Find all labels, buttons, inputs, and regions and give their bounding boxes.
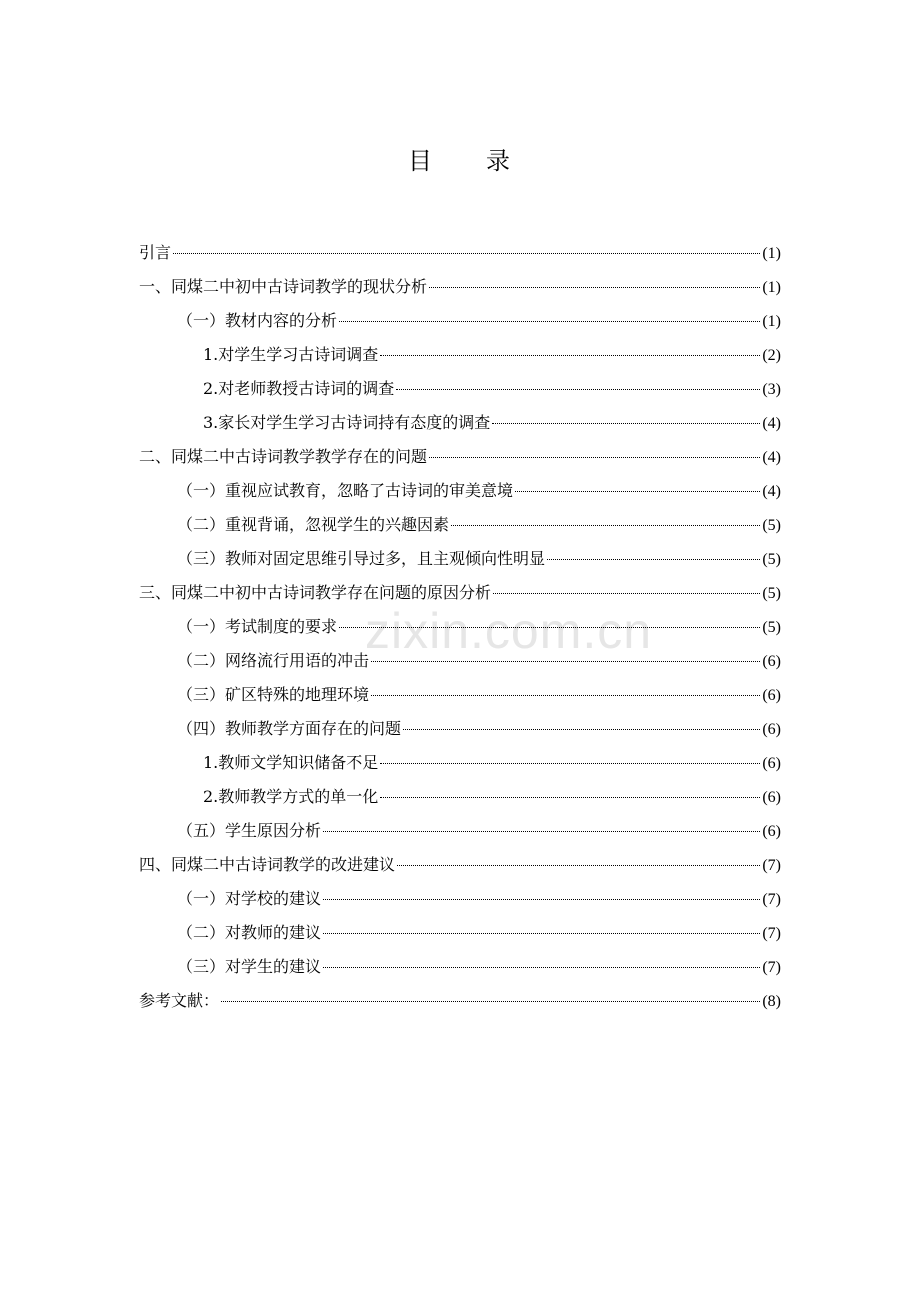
toc-entry[interactable] [139, 852, 781, 886]
toc-entry[interactable] [139, 920, 781, 954]
toc-entry-title: 四、同煤二中古诗词教学的改进建议 [139, 855, 396, 874]
toc-entry-title: （三）矿区特殊的地理环境 [177, 685, 370, 704]
toc-entry-title: （二）重视背诵，忽视学生的兴趣因素 [177, 515, 450, 534]
toc-dot-leader [492, 423, 760, 424]
toc-page-number: (1) [762, 313, 781, 330]
toc-entry-title: （二）网络流行用语的冲击 [177, 651, 370, 670]
toc-entry[interactable] [139, 546, 781, 580]
toc-dot-leader [323, 933, 760, 934]
toc-page-number: (6) [762, 653, 781, 670]
toc-entry-title: （三）对学生的建议 [177, 957, 322, 976]
toc-entry-title: （一）重视应试教育，忽略了古诗词的审美意境 [177, 481, 514, 500]
page-title-part-2: 录 [486, 147, 512, 175]
toc-dot-leader [339, 627, 760, 628]
toc-page-number: (5) [762, 517, 781, 534]
toc-dot-leader [396, 389, 760, 390]
toc-entry-title: 引言 [139, 243, 172, 262]
toc-page-number: (6) [762, 823, 781, 840]
toc-page-number: (7) [762, 959, 781, 976]
toc-page-number: (6) [762, 687, 781, 704]
watermark: zixin.com.cn [365, 603, 653, 659]
toc-entry[interactable] [139, 784, 781, 818]
toc-page-number: (6) [762, 755, 781, 772]
toc-dot-leader [221, 1001, 760, 1002]
toc-dot-leader [380, 355, 760, 356]
toc-entry[interactable] [139, 886, 781, 920]
toc-entry-title: 1.教师文学知识储备不足 [203, 753, 379, 772]
toc-entry-title: （一）考试制度的要求 [177, 617, 338, 636]
toc-page-number: (6) [762, 789, 781, 806]
toc-entry-title: （五）学生原因分析 [177, 821, 322, 840]
toc-entry-title: （四）教师教学方面存在的问题 [177, 719, 402, 738]
toc-entry[interactable] [139, 444, 781, 478]
toc-dot-leader [339, 321, 760, 322]
toc-page-number: (4) [762, 483, 781, 500]
toc-page-number: (1) [762, 279, 781, 296]
toc-entry-title: 2.教师教学方式的单一化 [203, 787, 379, 806]
toc-entry-title: （一）教材内容的分析 [177, 311, 338, 330]
toc-entry[interactable] [139, 580, 781, 614]
toc-entry[interactable] [139, 376, 781, 410]
toc-entry-title: （二）对教师的建议 [177, 923, 322, 942]
toc-entry[interactable] [139, 274, 781, 308]
toc-dot-leader [323, 831, 760, 832]
toc-dot-leader [173, 253, 760, 254]
toc-entry-title: 2.对老师教授古诗词的调查 [203, 379, 395, 398]
toc-dot-leader [371, 695, 760, 696]
toc-dot-leader [371, 661, 760, 662]
toc-dot-leader [380, 763, 760, 764]
toc-page-number: (7) [762, 891, 781, 908]
toc-entry[interactable] [139, 512, 781, 546]
toc-page-number: (1) [762, 245, 781, 262]
toc-dot-leader [323, 967, 760, 968]
toc-page-number: (5) [762, 585, 781, 602]
toc-entry-title: （一）对学校的建议 [177, 889, 322, 908]
page-title-part-1: 目 [408, 147, 434, 175]
toc-entry[interactable] [139, 750, 781, 784]
toc-page-number: (4) [762, 415, 781, 432]
toc-dot-leader [451, 525, 760, 526]
toc-page-number: (5) [762, 551, 781, 568]
toc-entry[interactable] [139, 240, 781, 274]
toc-entry-title: 参考文献： [139, 991, 220, 1010]
toc-dot-leader [515, 491, 760, 492]
toc-entry[interactable] [139, 308, 781, 342]
toc-dot-leader [380, 797, 760, 798]
toc-page-number: (5) [762, 619, 781, 636]
toc-dot-leader [547, 559, 760, 560]
toc-entry-title: 三、同煤二中初中古诗词教学存在问题的原因分析 [139, 583, 492, 602]
toc-dot-leader [403, 729, 760, 730]
toc-entry[interactable] [139, 648, 781, 682]
toc-entry[interactable] [139, 716, 781, 750]
toc-entry[interactable] [139, 478, 781, 512]
toc-entry-title: （三）教师对固定思维引导过多，且主观倾向性明显 [177, 549, 546, 568]
toc-page-number: (8) [762, 993, 781, 1010]
toc-dot-leader [397, 865, 760, 866]
table-of-contents [139, 240, 781, 1022]
toc-entry[interactable] [139, 342, 781, 376]
toc-entry-title: 1.对学生学习古诗词调查 [203, 345, 379, 364]
page-title [0, 144, 920, 178]
toc-entry[interactable] [139, 954, 781, 988]
toc-page-number: (7) [762, 857, 781, 874]
toc-page-number: (2) [762, 347, 781, 364]
toc-entry-title: 一、同煤二中初中古诗词教学的现状分析 [139, 277, 428, 296]
toc-entry[interactable] [139, 988, 781, 1022]
toc-dot-leader [429, 457, 760, 458]
toc-entry[interactable] [139, 410, 781, 444]
toc-page-number: (6) [762, 721, 781, 738]
toc-entry-title: 二、同煤二中古诗词教学教学存在的问题 [139, 447, 428, 466]
toc-page-number: (7) [762, 925, 781, 942]
toc-page-number: (4) [762, 449, 781, 466]
toc-dot-leader [493, 593, 760, 594]
toc-entry[interactable] [139, 614, 781, 648]
toc-page-number: (3) [762, 381, 781, 398]
toc-entry[interactable] [139, 682, 781, 716]
toc-dot-leader [429, 287, 760, 288]
toc-dot-leader [323, 899, 760, 900]
toc-entry-title: 3.家长对学生学习古诗词持有态度的调查 [203, 413, 491, 432]
toc-entry[interactable] [139, 818, 781, 852]
